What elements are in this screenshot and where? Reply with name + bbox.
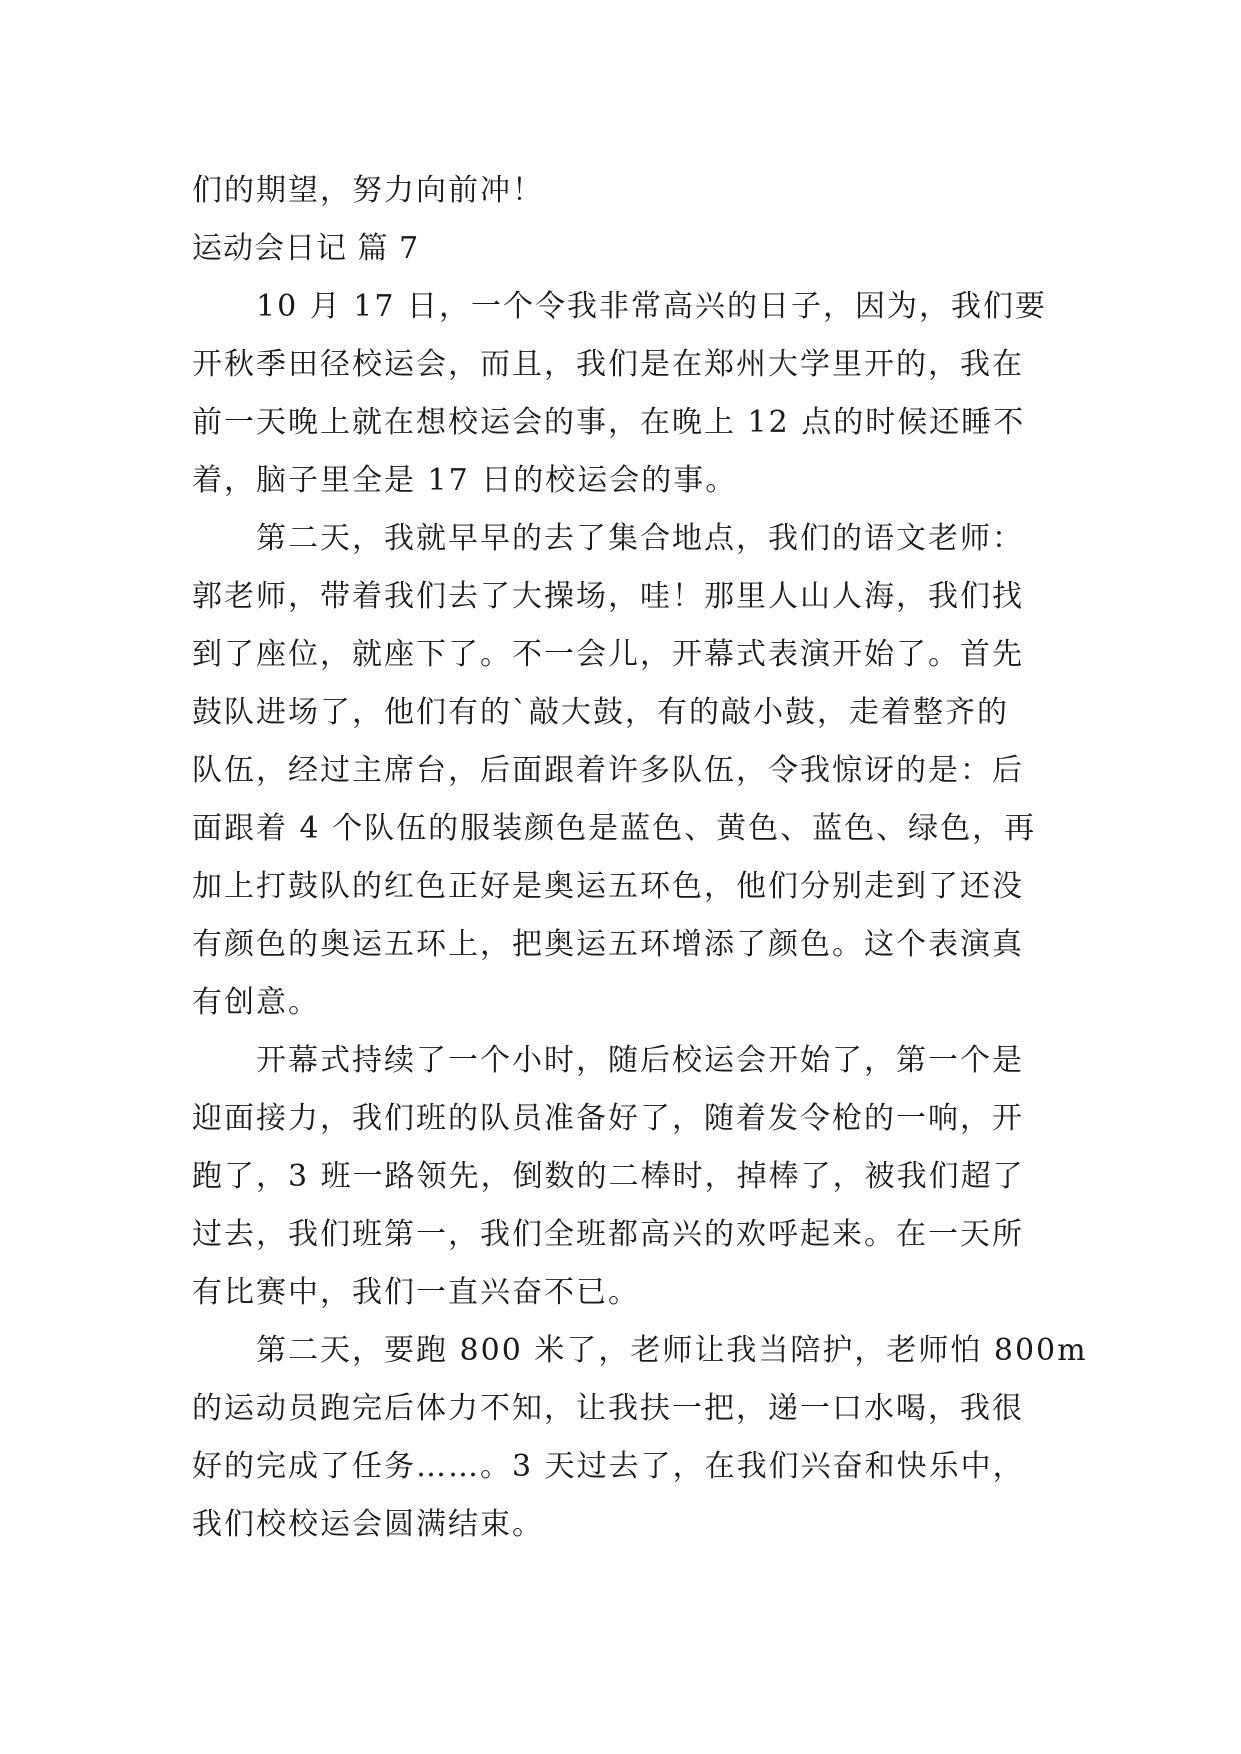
text-line: 的运动员跑完后体力不知，让我扶一把，递一口水喝，我很 [192, 1391, 1024, 1426]
document-body [192, 162, 1088, 1554]
text-line: 好的完成了任务……。3 天过去了，在我们兴奋和快乐中， [192, 1449, 1025, 1484]
text-line: 我们校校运会圆满结束。 [192, 1507, 544, 1542]
section-title: 运动会日记 篇 7 [192, 231, 420, 266]
text-line: 郭老师，带着我们去了大操场，哇！那里人山人海，我们找 [192, 579, 1024, 614]
text-line: 有比赛中，我们一直兴奋不已。 [192, 1275, 640, 1310]
text-line: 前一天晚上就在想校运会的事，在晚上 12 点的时候还睡不 [192, 405, 1026, 440]
text-line: 跑了，3 班一路领先，倒数的二棒时，掉棒了，被我们超了 [192, 1159, 1025, 1194]
text-line: 迎面接力，我们班的队员准备好了，随着发令枪的一响，开 [192, 1101, 1024, 1136]
text-line: 开幕式持续了一个小时，随后校运会开始了，第一个是 [256, 1043, 1024, 1078]
text-line: 们的期望，努力向前冲！ [192, 173, 544, 208]
text-line: 着，脑子里全是 17 日的校运会的事。 [192, 463, 738, 498]
text-line: 10 月 17 日，一个令我非常高兴的日子，因为，我们要 [256, 289, 1047, 324]
text-line: 过去，我们班第一，我们全班都高兴的欢呼起来。在一天所 [192, 1217, 1024, 1252]
text-line: 队伍，经过主席台，后面跟着许多队伍，令我惊讶的是：后 [192, 753, 1024, 788]
text-line: 到了座位，就座下了。不一会儿，开幕式表演开始了。首先 [192, 637, 1024, 672]
text-line: 有创意。 [192, 985, 320, 1020]
text-line: 开秋季田径校运会，而且，我们是在郑州大学里开的，我在 [192, 347, 1024, 382]
text-line: 鼓队进场了，他们有的`敲大鼓，有的敲小鼓，走着整齐的 [192, 695, 1009, 730]
text-line: 面跟着 4 个队伍的服装颜色是蓝色、黄色、蓝色、绿色，再 [192, 811, 1037, 846]
text-line: 加上打鼓队的红色正好是奥运五环色，他们分别走到了还没 [192, 869, 1024, 904]
text-line: 有颜色的奥运五环上，把奥运五环增添了颜色。这个表演真 [192, 927, 1024, 962]
text-line: 第二天，我就早早的去了集合地点，我们的语文老师： [256, 521, 1024, 556]
text-line: 第二天，要跑 800 米了，老师让我当陪护，老师怕 800m [256, 1333, 1088, 1368]
